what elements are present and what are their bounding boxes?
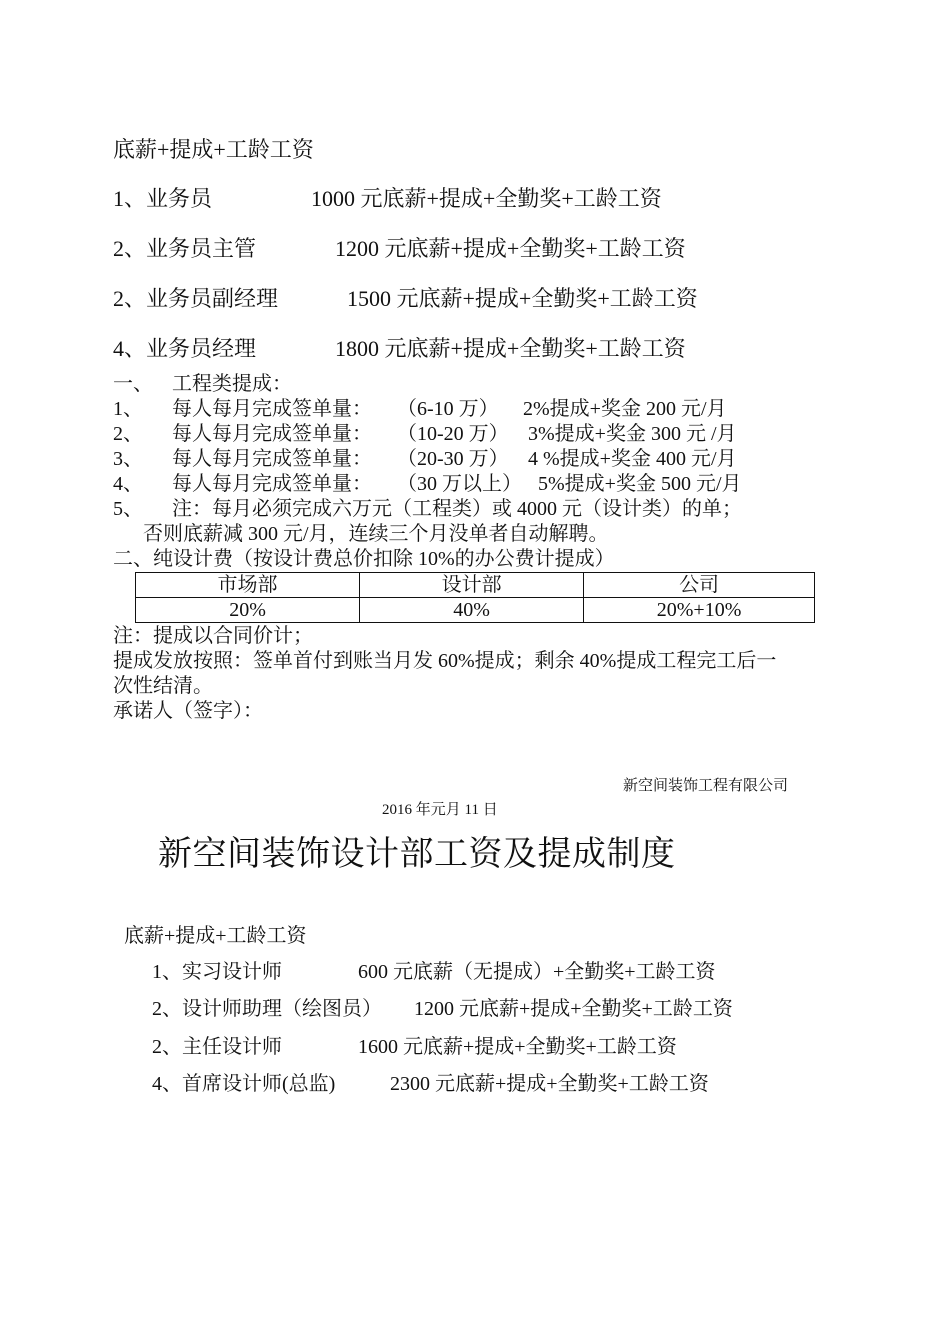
design-fee-heading: 二、纯设计费（按设计费总价扣除 10%的办公费计提成）: [113, 548, 615, 570]
item-reward: 2%提成+奖金 200 元/月: [523, 398, 727, 420]
document-date: 2016 年元月 11 日: [382, 802, 498, 818]
item-reward: 4 %提成+奖金 400 元/月: [528, 448, 737, 470]
item-reward: 5%提成+奖金 500 元/月: [538, 473, 742, 495]
commission-note-row: [113, 497, 833, 522]
item-label: 每人每月完成签单量：: [172, 423, 372, 445]
item-range: （30 万以上）: [397, 473, 522, 495]
position-pay: 1000 元底薪+提成+全勤奖+工龄工资: [311, 186, 662, 211]
item-range: （20-30 万）: [397, 448, 509, 470]
position-role: 实习设计师: [182, 961, 282, 983]
position-pay: 2300 元底薪+提成+全勤奖+工龄工资: [390, 1073, 709, 1095]
table-cell: 40%: [360, 598, 584, 623]
position-role: 业务员主管: [146, 236, 257, 261]
sales-position-row: [113, 236, 256, 262]
payout-note: 提成发放按照：签单首付到账当月发 60%提成；剩余 40%提成工程完工后一: [113, 650, 777, 672]
position-role: 业务员副经理: [146, 286, 279, 311]
position-number: 4、: [152, 1073, 182, 1095]
position-pay: 1200 元底薪+提成+全勤奖+工龄工资: [414, 998, 733, 1020]
position-pay: 600 元底薪（无提成）+全勤奖+工龄工资: [358, 961, 716, 983]
table-cell: 20%: [136, 598, 360, 623]
position-number: 2、: [113, 286, 147, 311]
item-label: 每人每月完成签单量：: [172, 398, 372, 420]
note-number: 5、: [113, 498, 143, 520]
section-title: 工程类提成：: [172, 373, 292, 395]
design-position-row: [152, 960, 282, 985]
position-role: 首席设计师(总监): [182, 1073, 336, 1095]
design-position-row: [152, 997, 382, 1022]
position-number: 2、: [113, 236, 147, 261]
item-range: （6-10 万）: [397, 398, 499, 420]
table-header-cell: 公司: [584, 573, 815, 598]
item-range: （10-20 万）: [397, 423, 509, 445]
commission-row: [113, 422, 833, 447]
table-header-cell: 市场部: [136, 573, 360, 598]
table-header-cell: 设计部: [360, 573, 584, 598]
position-number: 2、: [152, 1036, 182, 1058]
position-number: 2、: [152, 998, 182, 1020]
design-position-row: [152, 1072, 335, 1097]
item-number: 3、: [113, 448, 143, 470]
sales-position-row: [113, 336, 256, 362]
item-number: 4、: [113, 473, 143, 495]
design-heading: 底薪+提成+工龄工资: [124, 925, 307, 947]
contract-note: 注：提成以合同价计；: [113, 625, 313, 647]
table-cell: 20%+10%: [584, 598, 815, 623]
sales-position-row: [113, 186, 212, 212]
signature-line: 承诺人（签字）：: [113, 700, 263, 722]
engineering-heading: [113, 372, 833, 397]
item-label: 每人每月完成签单量：: [172, 473, 372, 495]
position-role: 设计师助理（绘图员）: [182, 998, 382, 1020]
section-number: 一、: [113, 373, 153, 395]
sales-heading: 底薪+提成+工龄工资: [113, 137, 314, 162]
commission-row: [113, 447, 833, 472]
distribution-table: [135, 572, 815, 623]
position-pay: 1200 元底薪+提成+全勤奖+工龄工资: [335, 236, 686, 261]
design-position-row: [152, 1035, 282, 1060]
item-label: 每人每月完成签单量：: [172, 448, 372, 470]
table-row: [136, 598, 815, 623]
position-pay: 1800 元底薪+提成+全勤奖+工龄工资: [335, 336, 686, 361]
item-number: 1、: [113, 398, 143, 420]
position-role: 主任设计师: [182, 1036, 282, 1058]
position-pay: 1600 元底薪+提成+全勤奖+工龄工资: [358, 1036, 677, 1058]
position-role: 业务员: [146, 186, 213, 211]
payout-note-continuation: 次性结清。: [113, 675, 213, 697]
position-number: 1、: [152, 961, 182, 983]
sales-position-row: [113, 286, 278, 312]
position-pay: 1500 元底薪+提成+全勤奖+工龄工资: [347, 286, 698, 311]
position-number: 4、: [113, 336, 147, 361]
table-header-row: [136, 573, 815, 598]
note-text: 注：每月必须完成六万元（工程类）或 4000 元（设计类）的单；: [172, 498, 742, 520]
commission-row: [113, 472, 833, 497]
item-reward: 3%提成+奖金 300 元 /月: [528, 423, 737, 445]
company-name: 新空间装饰工程有限公司: [623, 778, 789, 794]
note-continuation: 否则底薪减 300 元/月，连续三个月没单者自动解聘。: [143, 523, 609, 545]
commission-row: [113, 397, 833, 422]
page-title: 新空间装饰设计部工资及提成制度: [158, 834, 676, 874]
position-number: 1、: [113, 186, 147, 211]
position-role: 业务员经理: [146, 336, 257, 361]
item-number: 2、: [113, 423, 143, 445]
